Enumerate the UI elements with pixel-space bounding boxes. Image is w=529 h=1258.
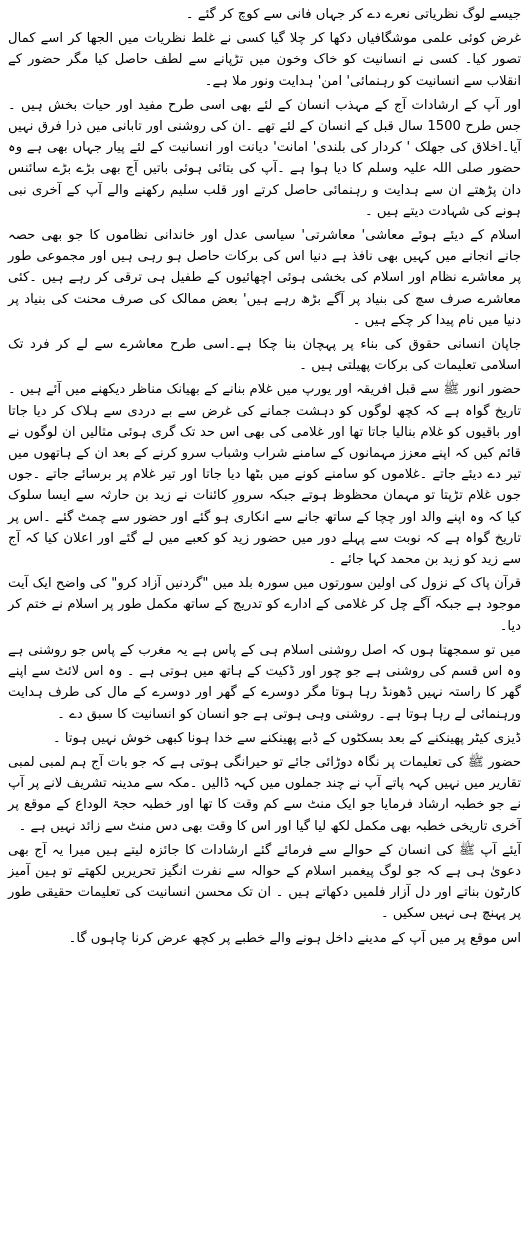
paragraph-10: حضور ﷺ کی تعلیمات پر نگاہ دوڑائی جائے تو حیرانگی ہوتی ہے کہ جو بات آج ہم لمبی لمبی تقاریر میں نہیں کہہ پاتے آپ نے چند جملوں میں کہہ ڈالیں ۔مکہ سے مدینہ تشریف لانے پر آپ نے جو خطبہ ارشاد فرمایا جو ایک منٹ سے کم وقت کا تھا اور خطبہ حجۃ الوداع کے موقع پر آخری تاریخی خطبہ بھی مکمل لکھ لیا گیا اور اس کا وقت بھی دس منٹ سے زائد نہیں ہے ۔ — [8, 754, 521, 834]
paragraph-11: آیئے آپ ﷺ کی انسان کے حوالے سے فرمائے گئے ارشادات کا جائزہ لیتے ہیں میرا یہ آج بھی دعویٰ ہی ہے کہ جو لوگ پیغمبر اسلام کے حوالہ سے نفرت انگیز تحریریں لکھتے تو ہین آمیز کارٹون بناتے اور دل آزار فلمیں دکھاتے ہیں ۔ ان تک محسن انسانیت کی تعلیمات حقیقی طور پر پہنچ ہی نہیں سکیں ۔ — [8, 842, 521, 922]
paragraph-3: اور آپ کے ارشادات آج کے مہذب انسان کے لئے بھی اسی طرح مفید اور حیات بخش ہیں ۔جس طرح 1500 سال قبل کے انسان کے لئے تھے ۔ان کی روشنی اور تابانی میں ذرا فرق نہیں آیا۔اخلاق کی جھلک ' کردار کی بلندی' امانت' دیانت اور انسانیت کے لئے پیار جہاں بھی ہے وہ حضور صلی اللہ علیہ وسلم کا دیا ہوا ہے ۔آپ کی بتائی ہوئی باتیں آج بھی بڑے بڑے سائنس دان پڑھتے ان سے ہدایت و رہنمائی حاصل کرتے اور قلب سلیم رکھنے والے آپ کے آخری نبی ہونے کی شہادت دیتے ہیں ۔ — [8, 97, 521, 219]
paragraph-9: ڈیزی کیٹر پھینکنے کے بعد بسکٹوں کے ڈبے پھینکنے سے خدا ہونا کبھی خوش نہیں ہوتا ۔ — [52, 730, 521, 746]
paragraph-5: جاپان انسانی حقوق کی بناء پر پہچان بنا چکا ہے۔اسی طرح معاشرے سے لے کر فرد تک اسلامی تعلیمات کی برکات پھیلتی ہیں ۔ — [8, 337, 521, 374]
paragraph-8: میں تو سمجھتا ہوں کہ اصل روشنی اسلام ہی کے پاس ہے یہ مغرب کے پاس جو روشنی ہے وہ اس قسم کی روشنی ہے جو چور اور ڈکیت کے ہاتھ میں ہوتی ہے ۔ وہ اس لائٹ سے اپنے گھر کا راستہ نہیں ڈھونڈ رہا ہوتا مگر دوسرے کے گھر اور دوسرے کے مال کی طرف ہدایت ورہنمائی لے رہا ہوتا ہے۔ روشنی وہی ہوتی ہے جو انسان کو انسانیت کا سبق دے ۔ — [8, 642, 521, 722]
paragraph-7: قرآن پاک کے نزول کی اولین سورتوں میں سورہ بلد میں "گردنیں آزاد کرو" کی واضح ایک آیت موجود ہے جبکہ آگے چل کر غلامی کے ادارے کو تدریج کے ساتھ مکمل طور پر اسلام نے ختم کر دیا۔ — [8, 576, 521, 634]
paragraph-6: حضور انور ﷺ سے قبل افریقہ اور یورپ میں غلام بنانے کے بھیانک مناظر دیکھنے میں آئے ہیں ۔تاریخ گواہ ہے کہ کچھ لوگوں کو دہشت جمانے کی غرض سے بے دردی سے ہلاک کر دیا جاتا اور باقیوں کو غلام بنالیا جاتا تھا اور غلامی کی بھی اس حد تک گری ہوئی مثالیں ان لوگوں نے قائم کیں کہ اپنے معزز مہمانوں کے سامنے شراب وشباب سرو کرنے کے بعد ان کے ہاتھوں میں تیر دے دیئے جاتے ۔غلاموں کو سامنے کونے میں بٹھا دیا جاتا اور تیر غلام پر برسائے جاتے ۔جوں جوں غلام تڑپتا تو مہمان محظوظ ہوتے جبکہ سرورِ کائنات نے زید بن حارثہ سے ایسا سلوک کیا کہ وہ اپنے والد اور چچا کے ساتھ جانے سے انکاری ہو گئے اور حضور سے چمٹ گئے ۔اس پر تاریخ گواہ ہے کہ نوبت سے پہلے دور میں حضور زید کو کعبے میں لے گئے اور اعلان کیا کہ آج سے زید کو زید بن محمد کہا جائے ۔ — [8, 382, 521, 568]
paragraph-1: جیسے لوگ نظریاتی نعرے دے کر جہاں فانی سے کوچ کر گئے ۔ — [185, 7, 521, 22]
paragraph-2: غرض کوئی علمی موشگافیاں دکھا کر چلا گیا کسی نے غلط نظریات میں الجھا کر اسے کمال تصور کیا۔ کسی نے انسانیت کو خاک وخون میں تڑپانے سے لطف حاصل کیا مگر حضور کے انقلاب سے انسانیت کو رہنمائی' امن' ہدایت ونور ملا ہے۔ — [8, 31, 521, 89]
paragraph-4: اسلام کے دیئے ہوئے معاشی' معاشرتی' سیاسی عدل اور خاندانی نظاموں کا جو بھی حصہ جانے انجانے میں کہیں بھی نافذ ہے دنیا اس کی برکات حاصل ہو رہی ہیں اور مجموعی طور پر معاشرے نظام اور اسلام کی بخشی ہوئی اچھائیوں کے طفیل ہی ترقی کر رہے ہیں ۔کئی معاشرے صرف سچ کی بنیاد پر آگے بڑھ رہے ہیں' بعض ممالک کی صرف محنت کی بنیاد پر دنیا میں نام پیدا کر چکے ہیں ۔ — [8, 228, 521, 328]
paragraph-12: اس موقع پر میں آپ کے مدینے داخل ہونے والے خطبے پر کچھ عرض کرنا چاہوں گا۔ — [68, 930, 521, 946]
